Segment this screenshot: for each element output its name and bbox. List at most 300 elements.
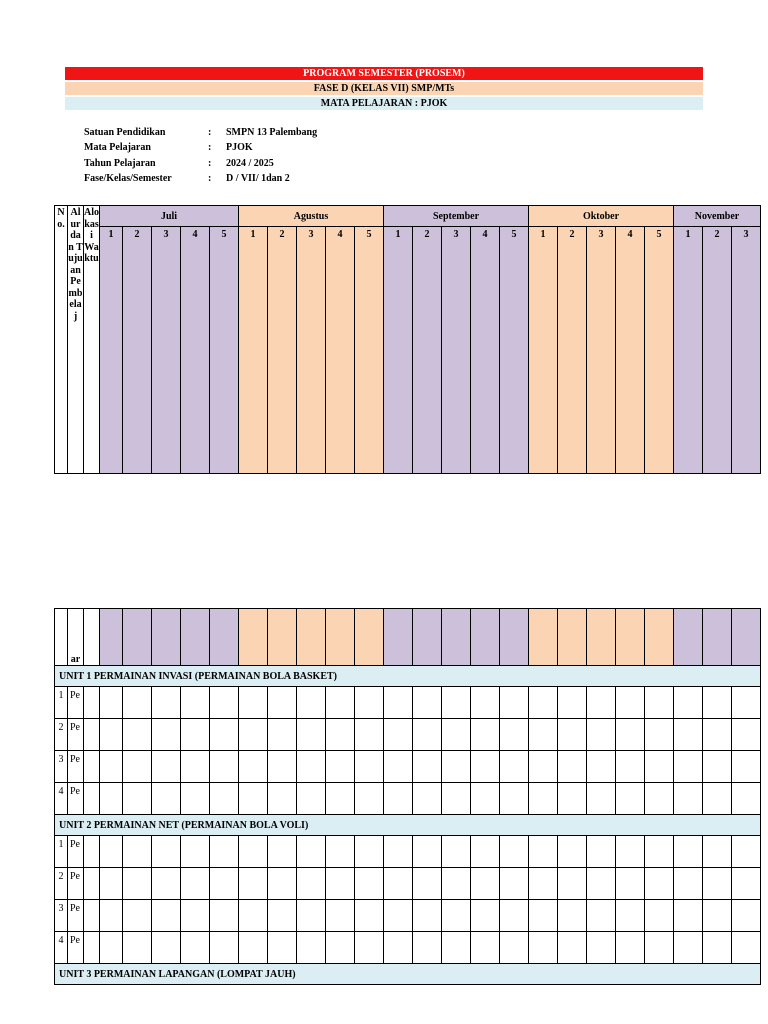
week-cell	[181, 932, 210, 964]
week-header: 5	[500, 227, 529, 474]
row-alur: Pe	[68, 868, 84, 900]
header-no-cont	[55, 609, 68, 666]
week-cell	[645, 783, 674, 815]
week-cell	[703, 900, 732, 932]
week-cell	[529, 932, 558, 964]
info-label: Satuan Pendidikan	[84, 127, 166, 138]
week-header: 3	[152, 227, 181, 474]
week-cell	[210, 719, 239, 751]
week-cell	[100, 751, 123, 783]
week-cell	[529, 687, 558, 719]
week-header-cont	[239, 609, 268, 666]
row-alokasi	[84, 687, 100, 719]
week-cell	[384, 783, 413, 815]
week-cell	[616, 719, 645, 751]
week-cell	[587, 900, 616, 932]
week-header: 3	[297, 227, 326, 474]
week-cell	[587, 719, 616, 751]
week-cell	[703, 751, 732, 783]
week-cell	[471, 932, 500, 964]
week-cell	[442, 783, 471, 815]
week-header-cont	[732, 609, 761, 666]
week-cell	[152, 836, 181, 868]
week-cell	[384, 751, 413, 783]
week-header-cont	[645, 609, 674, 666]
week-cell	[100, 783, 123, 815]
week-cell	[152, 783, 181, 815]
row-alur: Pe	[68, 751, 84, 783]
week-cell	[355, 900, 384, 932]
week-cell	[471, 751, 500, 783]
week-cell	[442, 836, 471, 868]
week-cell	[123, 836, 152, 868]
week-cell	[732, 932, 761, 964]
week-cell	[529, 836, 558, 868]
week-header-cont	[355, 609, 384, 666]
header-alur-cont: ar	[68, 609, 84, 666]
week-header-cont	[123, 609, 152, 666]
week-cell	[645, 687, 674, 719]
week-cell	[181, 719, 210, 751]
week-cell	[587, 687, 616, 719]
row-alur: Pe	[68, 932, 84, 964]
week-cell	[703, 836, 732, 868]
row-number: 4	[55, 783, 68, 815]
week-cell	[239, 932, 268, 964]
week-header: 4	[471, 227, 500, 474]
week-cell	[674, 783, 703, 815]
week-cell	[413, 783, 442, 815]
week-cell	[123, 751, 152, 783]
week-header: 1	[239, 227, 268, 474]
row-number: 3	[55, 751, 68, 783]
week-header: 3	[587, 227, 616, 474]
week-cell	[500, 751, 529, 783]
week-cell	[558, 900, 587, 932]
week-header: 1	[529, 227, 558, 474]
week-cell	[442, 719, 471, 751]
week-cell	[413, 868, 442, 900]
week-cell	[616, 900, 645, 932]
week-cell	[674, 836, 703, 868]
week-cell	[703, 868, 732, 900]
row-alokasi	[84, 932, 100, 964]
week-cell	[239, 900, 268, 932]
week-cell	[297, 836, 326, 868]
week-cell	[500, 932, 529, 964]
week-cell	[297, 868, 326, 900]
week-header-cont	[384, 609, 413, 666]
row-number: 1	[55, 836, 68, 868]
week-cell	[123, 932, 152, 964]
continued-header-row	[55, 609, 761, 666]
week-cell	[210, 687, 239, 719]
week-cell	[326, 783, 355, 815]
week-cell	[123, 783, 152, 815]
row-alokasi	[84, 751, 100, 783]
row-number: 2	[55, 719, 68, 751]
week-cell	[529, 868, 558, 900]
week-cell	[384, 687, 413, 719]
week-header-cont	[529, 609, 558, 666]
week-cell	[674, 687, 703, 719]
week-cell	[100, 687, 123, 719]
info-label: Tahun Pelajaran	[84, 157, 156, 169]
week-cell	[210, 783, 239, 815]
info-row	[84, 173, 317, 188]
week-header: 4	[326, 227, 355, 474]
week-cell	[152, 868, 181, 900]
document-title: PROGRAM SEMESTER (PROSEM)	[65, 67, 703, 80]
unit-title: UNIT 3 PERMAINAN LAPANGAN (LOMPAT JAUH)	[55, 964, 761, 985]
info-colon: :	[208, 142, 212, 154]
table-row	[55, 751, 761, 783]
week-cell	[326, 932, 355, 964]
table-row	[55, 687, 761, 719]
week-header: 3	[732, 227, 761, 474]
row-alokasi	[84, 783, 100, 815]
header-alokasi: Alokasi Waktu	[84, 206, 100, 474]
week-cell	[413, 900, 442, 932]
week-cell	[152, 751, 181, 783]
week-cell	[268, 836, 297, 868]
week-header: 5	[355, 227, 384, 474]
week-cell	[703, 783, 732, 815]
week-header-cont	[558, 609, 587, 666]
week-cell	[239, 687, 268, 719]
week-cell	[645, 751, 674, 783]
week-cell	[500, 868, 529, 900]
unit-row	[55, 964, 761, 985]
week-header: 2	[558, 227, 587, 474]
week-cell	[326, 868, 355, 900]
info-colon: :	[208, 173, 212, 185]
week-cell	[326, 751, 355, 783]
week-cell	[239, 783, 268, 815]
row-alur: Pe	[68, 836, 84, 868]
week-cell	[297, 932, 326, 964]
week-cell	[384, 900, 413, 932]
week-cell	[674, 900, 703, 932]
week-cell	[442, 932, 471, 964]
week-cell	[732, 751, 761, 783]
month-header: November	[674, 206, 761, 227]
week-cell	[297, 751, 326, 783]
week-header-cont	[442, 609, 471, 666]
week-cell	[732, 783, 761, 815]
week-cell	[384, 719, 413, 751]
week-header-cont	[587, 609, 616, 666]
week-cell	[210, 932, 239, 964]
row-alur: Pe	[68, 719, 84, 751]
week-cell	[181, 836, 210, 868]
week-header-cont	[471, 609, 500, 666]
week-cell	[558, 783, 587, 815]
week-cell	[558, 719, 587, 751]
week-cell	[529, 783, 558, 815]
unit-title: UNIT 2 PERMAINAN NET (PERMAINAN BOLA VOLI)	[55, 815, 761, 836]
week-header: 5	[645, 227, 674, 474]
week-cell	[413, 932, 442, 964]
week-cell	[471, 900, 500, 932]
week-cell	[123, 868, 152, 900]
info-row	[84, 158, 317, 173]
week-cell	[645, 868, 674, 900]
week-cell	[500, 836, 529, 868]
week-header-cont	[674, 609, 703, 666]
row-alokasi	[84, 836, 100, 868]
header-alur: Alur dan Tujuan Pembelaj	[68, 206, 84, 474]
month-header: Juli	[100, 206, 239, 227]
week-cell	[100, 836, 123, 868]
fase-title: FASE D (KELAS VII) SMP/MTs	[65, 82, 703, 95]
week-cell	[703, 932, 732, 964]
week-header: 4	[616, 227, 645, 474]
week-cell	[587, 932, 616, 964]
week-cell	[355, 783, 384, 815]
week-cell	[674, 932, 703, 964]
week-cell	[326, 836, 355, 868]
table-row	[55, 900, 761, 932]
week-cell	[268, 783, 297, 815]
week-cell	[471, 687, 500, 719]
row-alur: Pe	[68, 783, 84, 815]
schedule-header-table	[54, 205, 761, 474]
week-cell	[181, 868, 210, 900]
week-cell	[181, 900, 210, 932]
week-cell	[616, 783, 645, 815]
week-cell	[587, 868, 616, 900]
week-cell	[471, 783, 500, 815]
week-cell	[442, 868, 471, 900]
table-row	[55, 783, 761, 815]
week-cell	[674, 868, 703, 900]
info-colon: :	[208, 127, 212, 138]
row-number: 4	[55, 932, 68, 964]
table-row	[55, 719, 761, 751]
week-cell	[239, 836, 268, 868]
header-no: No.	[55, 206, 68, 474]
week-cell	[210, 868, 239, 900]
week-cell	[297, 687, 326, 719]
week-cell	[703, 719, 732, 751]
week-cell	[239, 868, 268, 900]
month-header: September	[384, 206, 529, 227]
week-cell	[732, 868, 761, 900]
week-cell	[587, 751, 616, 783]
week-cell	[732, 836, 761, 868]
week-cell	[123, 719, 152, 751]
week-cell	[100, 900, 123, 932]
week-cell	[297, 900, 326, 932]
week-cell	[152, 687, 181, 719]
unit-title: UNIT 1 PERMAINAN INVASI (PERMAINAN BOLA BASKET)	[55, 666, 761, 687]
week-header-cont	[268, 609, 297, 666]
week-header-cont	[297, 609, 326, 666]
info-value: PJOK	[226, 142, 253, 154]
week-cell	[442, 900, 471, 932]
week-cell	[100, 719, 123, 751]
week-cell	[100, 932, 123, 964]
schedule-body-table	[54, 608, 761, 985]
table-row	[55, 932, 761, 964]
week-cell	[239, 719, 268, 751]
row-number: 2	[55, 868, 68, 900]
week-cell	[326, 719, 355, 751]
week-cell	[529, 900, 558, 932]
week-cell	[355, 932, 384, 964]
subject-title: MATA PELAJARAN : PJOK	[65, 97, 703, 110]
week-cell	[210, 751, 239, 783]
week-cell	[268, 719, 297, 751]
week-header: 3	[442, 227, 471, 474]
week-cell	[616, 932, 645, 964]
month-header: Oktober	[529, 206, 674, 227]
week-cell	[123, 687, 152, 719]
info-value: 2024 / 2025	[226, 157, 274, 169]
week-header: 2	[123, 227, 152, 474]
week-cell	[268, 868, 297, 900]
week-cell	[210, 836, 239, 868]
week-cell	[326, 687, 355, 719]
week-header-cont	[616, 609, 645, 666]
week-header: 4	[181, 227, 210, 474]
week-cell	[587, 783, 616, 815]
week-cell	[558, 751, 587, 783]
week-cell	[500, 687, 529, 719]
week-header-cont	[326, 609, 355, 666]
week-cell	[529, 719, 558, 751]
week-cell	[152, 719, 181, 751]
week-header: 2	[268, 227, 297, 474]
week-cell	[471, 836, 500, 868]
week-header-cont	[210, 609, 239, 666]
row-alur: Pe	[68, 900, 84, 932]
week-header-cont	[152, 609, 181, 666]
week-cell	[268, 900, 297, 932]
row-number: 3	[55, 900, 68, 932]
week-cell	[355, 719, 384, 751]
week-cell	[558, 932, 587, 964]
info-label: Fase/Kelas/Semester	[84, 173, 172, 185]
week-cell	[442, 751, 471, 783]
info-row	[84, 127, 317, 142]
week-header: 2	[703, 227, 732, 474]
info-colon: :	[208, 157, 212, 169]
week-cell	[210, 900, 239, 932]
week-cell	[500, 783, 529, 815]
week-cell	[500, 900, 529, 932]
week-cell	[297, 783, 326, 815]
week-cell	[645, 836, 674, 868]
week-cell	[413, 687, 442, 719]
week-cell	[181, 783, 210, 815]
week-header: 1	[674, 227, 703, 474]
week-cell	[558, 868, 587, 900]
week-cell	[384, 868, 413, 900]
week-cell	[181, 687, 210, 719]
week-cell	[732, 900, 761, 932]
week-cell	[674, 719, 703, 751]
week-cell	[558, 687, 587, 719]
week-cell	[268, 932, 297, 964]
week-cell	[384, 836, 413, 868]
week-cell	[413, 836, 442, 868]
week-cell	[239, 751, 268, 783]
week-cell	[732, 719, 761, 751]
week-header-cont	[413, 609, 442, 666]
week-cell	[181, 751, 210, 783]
week-cell	[355, 836, 384, 868]
week-cell	[616, 687, 645, 719]
info-label: Mata Pelajaran	[84, 142, 151, 154]
week-cell	[674, 751, 703, 783]
row-alokasi	[84, 868, 100, 900]
week-cell	[558, 836, 587, 868]
row-alokasi	[84, 719, 100, 751]
week-cell	[268, 687, 297, 719]
row-alur: Pe	[68, 687, 84, 719]
week-header: 2	[413, 227, 442, 474]
week-header: 1	[100, 227, 123, 474]
month-header: Agustus	[239, 206, 384, 227]
week-cell	[326, 900, 355, 932]
info-row	[84, 142, 317, 157]
week-cell	[471, 719, 500, 751]
week-cell	[616, 868, 645, 900]
info-value: SMPN 13 Palembang	[226, 127, 318, 138]
week-cell	[645, 900, 674, 932]
week-cell	[268, 751, 297, 783]
week-cell	[152, 932, 181, 964]
week-cell	[616, 836, 645, 868]
week-cell	[442, 687, 471, 719]
header-alokasi-cont	[84, 609, 100, 666]
week-cell	[413, 719, 442, 751]
week-cell	[355, 751, 384, 783]
week-cell	[529, 751, 558, 783]
unit-row	[55, 815, 761, 836]
week-header-row	[55, 227, 761, 474]
info-block	[84, 127, 317, 189]
week-cell	[703, 687, 732, 719]
week-cell	[297, 719, 326, 751]
table-row	[55, 868, 761, 900]
week-cell	[355, 687, 384, 719]
week-cell	[384, 932, 413, 964]
table-row	[55, 836, 761, 868]
unit-row	[55, 666, 761, 687]
week-cell	[645, 932, 674, 964]
info-value: D / VII/ 1dan 2	[226, 173, 290, 185]
week-header-cont	[703, 609, 732, 666]
week-cell	[355, 868, 384, 900]
week-cell	[616, 751, 645, 783]
week-cell	[413, 751, 442, 783]
row-alokasi	[84, 900, 100, 932]
week-cell	[500, 719, 529, 751]
week-header: 5	[210, 227, 239, 474]
week-cell	[645, 719, 674, 751]
week-header-cont	[500, 609, 529, 666]
week-header-cont	[100, 609, 123, 666]
week-cell	[471, 868, 500, 900]
week-cell	[587, 836, 616, 868]
week-header: 1	[384, 227, 413, 474]
month-header-row	[55, 206, 761, 227]
row-number: 1	[55, 687, 68, 719]
week-cell	[123, 900, 152, 932]
